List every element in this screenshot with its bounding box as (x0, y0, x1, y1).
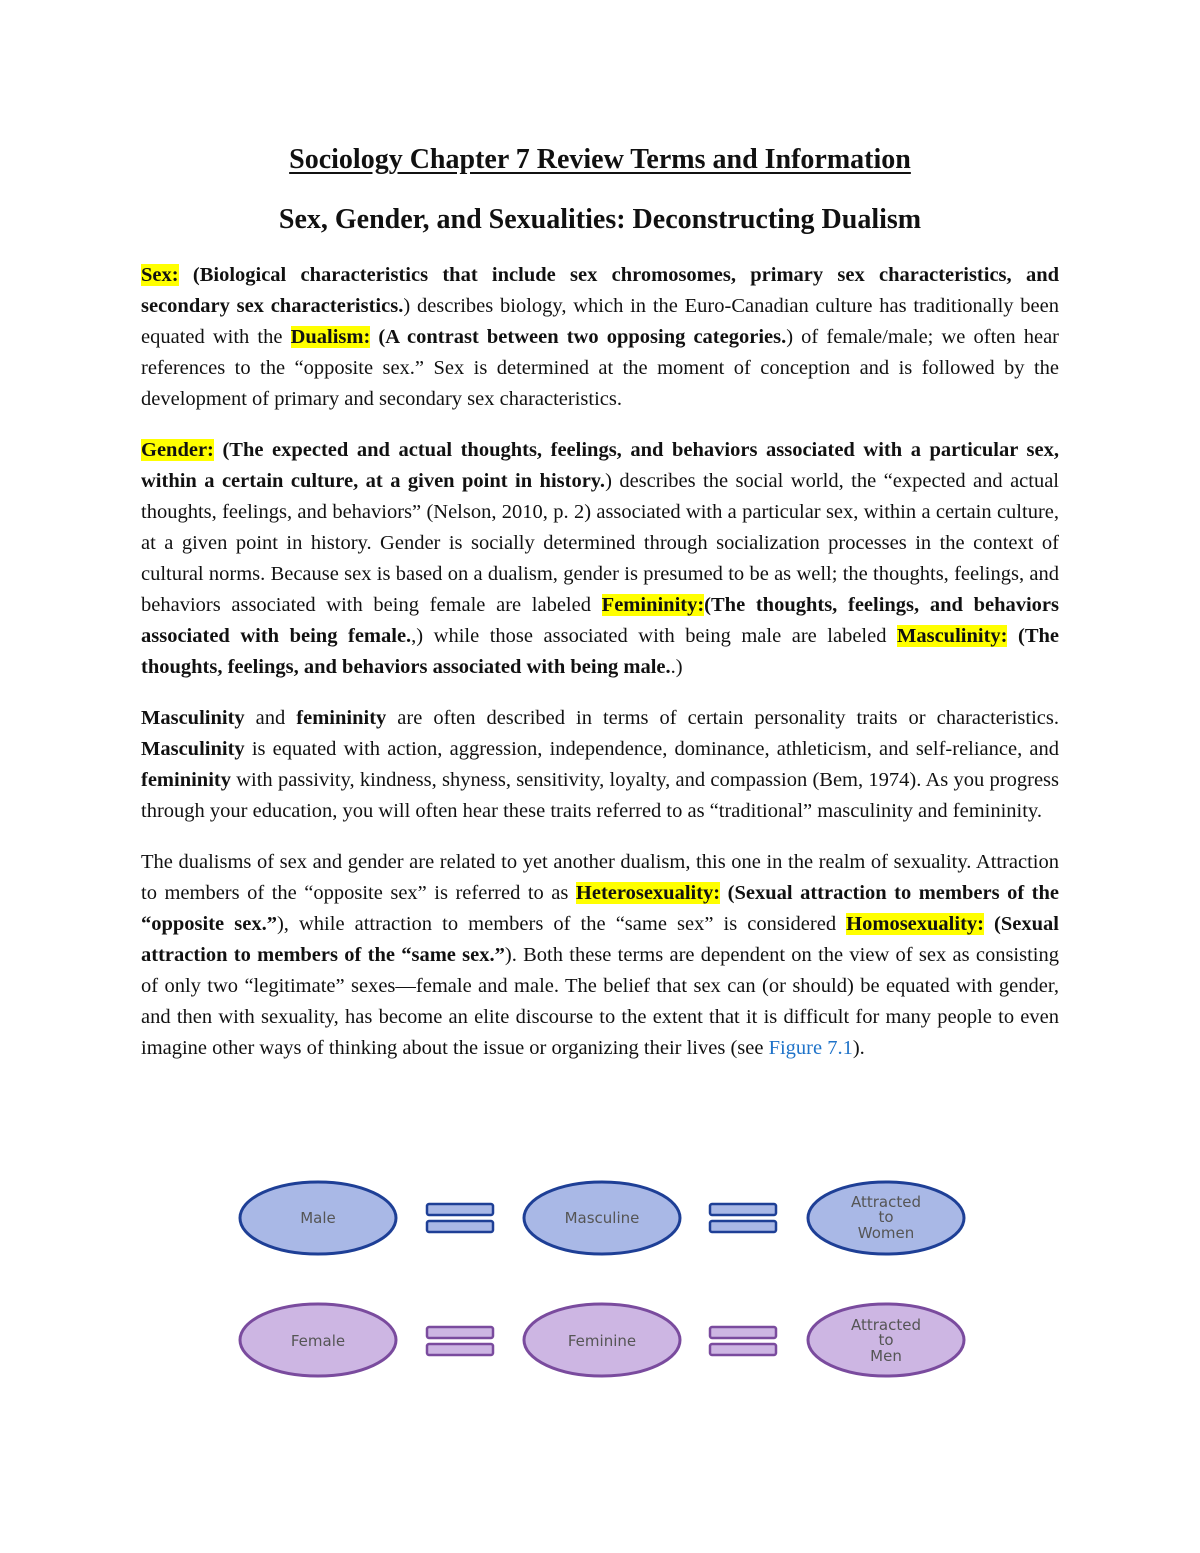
node-attracted-women-line3: Women (857, 1224, 915, 1242)
definition-masculinity: (The thoughts, feelings, and behaviors associated with being male. (141, 625, 1059, 678)
definition-heterosexuality: (Sexual attraction to members of the “opposite sex.” (141, 882, 1059, 935)
term-gender: Gender: (141, 439, 214, 461)
node-masculine-label: Masculine (564, 1209, 640, 1227)
figure-diagram (236, 1176, 970, 1408)
node-male-label: Male (300, 1209, 336, 1227)
definition-dualism: (A contrast between two opposing categories. (370, 326, 787, 348)
equals-icon (710, 1204, 776, 1232)
paragraph-gender: Gender: (The expected and actual thoughts, feelings, and behaviors associated with a particular sex, within a certain culture, at a given point in history.) describes the social world, the “expected and actual thoughts, feelings, and behaviors” (Nelson, 2010, p. 2) associated with a particular sex, within a certain culture, at a given point in history. Gender is socially determined through socialization processes in the context of cultural norms. Because sex is based on a dualism, gender is presumed to be as well; the thoughts, feelings, and behaviors associated with being female are labeled Femininity:(The thoughts, feelings, and behaviors associated with being female.,) while those associated with being male are labeled Masculinity: (The thoughts, feelings, and behaviors associated with being male..) (141, 439, 1060, 678)
node-attracted-women-line2: to (878, 1208, 894, 1226)
definition-femininity: (The thoughts, feelings, and behaviors associated with being female. (141, 594, 1059, 647)
node-female-label: Female (290, 1332, 346, 1350)
node-attracted-men-line3: Men (870, 1347, 902, 1365)
figure-link[interactable]: Figure 7.1 (768, 1037, 853, 1059)
definition-sex: (Biological characteristics that include sex chromosomes, primary sex characteristics, and secondary sex characteristics. (141, 264, 1059, 317)
equals-icon (427, 1204, 493, 1232)
figure-svg (236, 1176, 970, 1408)
node-attracted-men-line2: to (878, 1331, 894, 1349)
paragraph-sex: Sex: (Biological characteristics that include sex chromosomes, primary sex characteristics, and secondary sex characteristics.) describes biology, which in the Euro-Canadian culture has traditionally been equated with the Dualism: (A contrast between two opposing categories.) of female/male; we often hear references to the “opposite sex.” Sex is determined at the moment of conception and is followed by the development of primary and secondary sex characteristics. (141, 264, 1059, 410)
node-attracted-men-line1: Attracted (851, 1316, 921, 1334)
term-homosexuality: Homosexuality: (846, 913, 984, 935)
equals-icon (710, 1327, 776, 1355)
term-dualism: Dualism: (290, 326, 371, 348)
term-heterosexuality: Heterosexuality: (575, 882, 721, 904)
row-female (240, 1304, 964, 1376)
node-attracted-women-line1: Attracted (851, 1193, 921, 1211)
term-sex: Sex: (141, 264, 179, 286)
document-body (141, 138, 1059, 1064)
term-masculinity: Masculinity: (897, 625, 1008, 647)
term-femininity: Femininity: (601, 594, 705, 616)
paragraph-traits: Masculinity and femininity are often described in terms of certain personality traits or characteristics. Masculinity is equated with action, aggression, independence, dominance, athleticism, and self-reliance, and femininity with passivity, kindness, shyness, sensitivity, loyalty, and compassion (Bem, 1974). As you progress through your education, you will often hear these traits referred to as “traditional” masculinity and femininity. (141, 707, 1059, 822)
page-title: Sociology Chapter 7 Review Terms and Information (289, 144, 911, 175)
definition-gender: (The expected and actual thoughts, feelings, and behaviors associated with a particular sex, within a certain culture, at a given point in history. (141, 439, 1059, 492)
definition-homosexuality: (Sexual attraction to members of the “same sex.” (141, 913, 1059, 966)
row-male (240, 1182, 964, 1254)
paragraph-sexuality: The dualisms of sex and gender are related to yet another dualism, this one in the realm of sexuality. Attraction to members of the “opposite sex” is referred to as Heterosexuality: (Sexual attraction to members of the “opposite sex.”), while attraction to members of the “same sex” is considered Homosexuality: (Sexual attraction to members of the “same sex.”). Both these terms are dependent on the view of sex as consisting of only two “legitimate” sexes—female and male. The belief that sex can (or should) be equated with gender, and then with sexuality, has become an elite discourse to the extent that it is difficult for many people to even imagine other ways of thinking about the issue or organizing their lives (see Figure 7.1). (141, 851, 1059, 1059)
equals-icon (427, 1327, 493, 1355)
page-subtitle: Sex, Gender, and Sexualities: Deconstructing Dualism (278, 204, 922, 235)
node-feminine-label: Feminine (567, 1332, 637, 1350)
